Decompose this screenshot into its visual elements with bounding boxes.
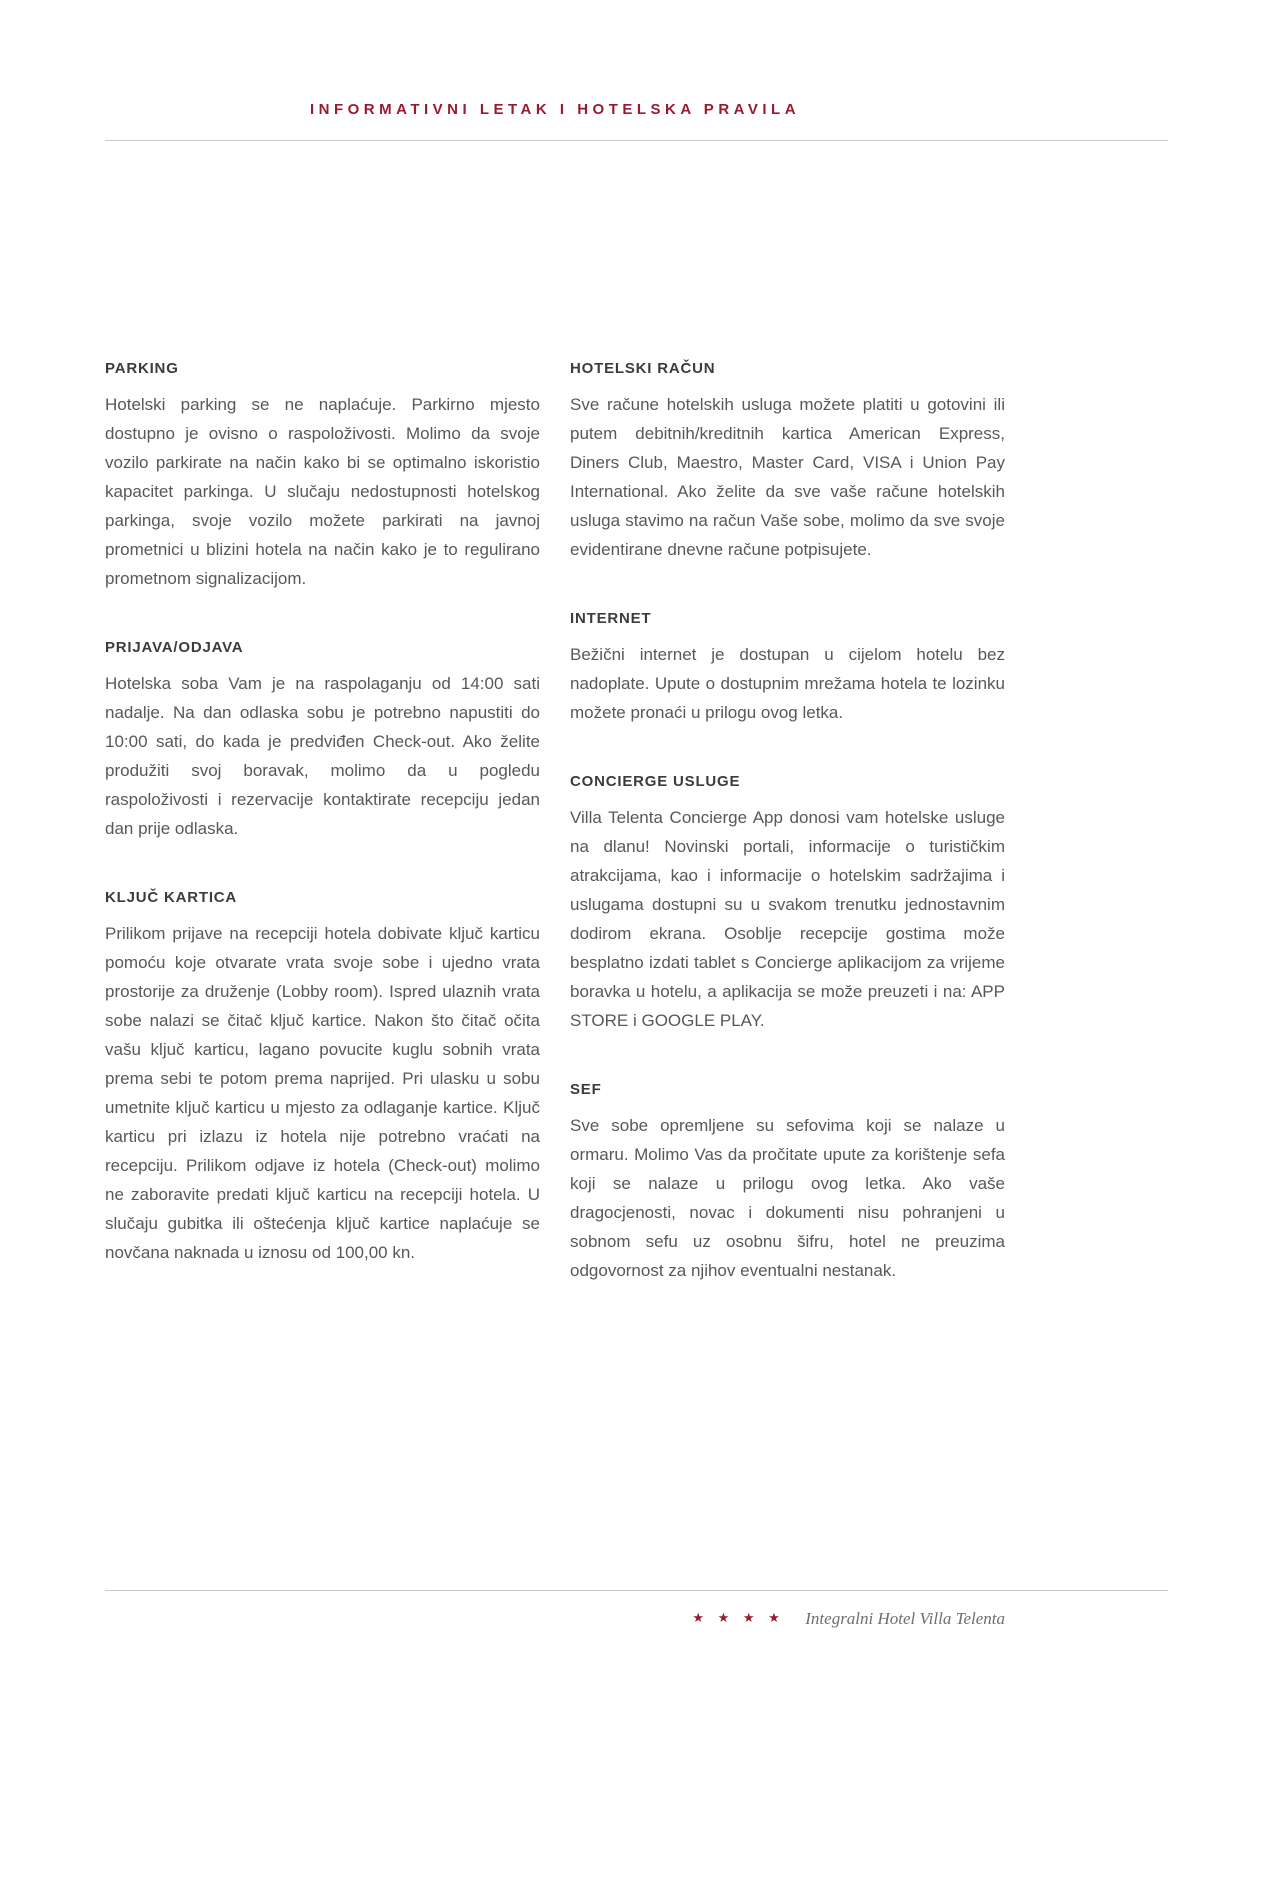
footer-brand: Integralni Hotel Villa Telenta — [805, 1609, 1005, 1628]
right-column — [570, 360, 1005, 1331]
section-sef — [570, 1081, 1005, 1285]
section-heading: SEF — [570, 1081, 602, 1098]
section-heading: PARKING — [105, 360, 179, 377]
footer — [105, 1609, 1005, 1629]
section-body: Sve sobe opremljene su sefovima koji se nalaze u ormaru. Molimo Vas da pročitate upute za korištenje sefa koji se nalaze u prilogu ovog letka. Ako vaše dragocjenosti, novac i dokumenti nisu pohranjeni u sobnom sefu uz osobnu šifru, hotel ne preuzima odgovornost za njihov eventualni nestanak. — [570, 1116, 1005, 1280]
section-body: Villa Telenta Concierge App donosi vam hotelske usluge na dlanu! Novinski portali, informacije o turističkim atrakcijama, kao i informacije o hotelskim sadržajima i uslugama dostupni su u svakom trenutku jednostavnim dodirom ekrana. Osoblje recepcije gostima može besplatno izdati tablet s Concierge aplikacijom za vrijeme boravka u hotelu, a aplikacija se može preuzeti i na: APP STORE i GOOGLE PLAY. — [570, 808, 1005, 1030]
section-heading: CONCIERGE USLUGE — [570, 773, 741, 790]
section-kljuc-kartica — [105, 889, 540, 1267]
document-title: INFORMATIVNI LETAK I HOTELSKA PRAVILA — [309, 101, 801, 118]
section-parking — [105, 360, 540, 593]
section-concierge-usluge — [570, 773, 1005, 1035]
section-body: Sve račune hotelskih usluga možete platiti u gotovini ili putem debitnih/kreditnih kartica American Express, Diners Club, Maestro, Master Card, VISA i Union Pay International. Ako želite da sve vaše račune hotelskih usluga stavimo na račun Vaše sobe, molimo da sve svoje evidentirane dnevne račune potpisujete. — [570, 395, 1005, 559]
section-heading: HOTELSKI RAČUN — [570, 360, 716, 377]
section-body: Hotelska soba Vam je na raspolaganju od 14:00 sati nadalje. Na dan odlaska sobu je potrebno napustiti do 10:00 sati, do kada je predviđen Check-out. Ako želite produžiti svoj boravak, molimo da u pogledu raspoloživosti i rezervacije kontaktirate recepciju jedan dan prije odlaska. — [105, 674, 540, 838]
section-heading: KLJUČ KARTICA — [105, 889, 238, 906]
section-internet — [570, 610, 1005, 727]
section-body: Hotelski parking se ne naplaćuje. Parkirno mjesto dostupno je ovisno o raspoloživosti. Molimo da svoje vozilo parkirate na način kako bi se optimalno iskoristio kapacitet parkinga. U slučaju nedostupnosti hotelskog parkinga, svoje vozilo možete parkirati na javnoj prometnici u blizini hotela na način kako je to regulirano prometnom signalizacijom. — [105, 395, 540, 588]
left-column — [105, 360, 540, 1331]
footer-rule — [105, 1590, 1168, 1591]
content-columns — [105, 360, 1005, 1331]
section-body: Prilikom prijave na recepciji hotela dobivate ključ karticu pomoću koje otvarate vrata svoje sobe i ujedno vrata prostorije za druženje (Lobby room). Ispred ulaznih vrata sobe nalazi se čitač ključ kartice. Nakon što čitač očita vašu ključ karticu, lagano povucite kuglu sobnih vrata prema sebi te potom prema naprijed. Pri ulasku u sobu umetnite ključ karticu u mjesto za odlaganje kartice. Ključ karticu pri izlazu iz hotela nije potrebno vraćati na recepciju. Prilikom odjave iz hotela (Check-out) molimo ne zaboravite predati ključ karticu na recepciji hotela. U slučaju gubitka ili oštećenja ključ kartice naplaćuje se novčana naknada u iznosu od 100,00 kn. — [105, 924, 540, 1262]
section-heading: INTERNET — [570, 610, 652, 627]
document-page — [0, 101, 1273, 1628]
section-body: Bežični internet je dostupan u cijelom hotelu bez nadoplate. Upute o dostupnim mrežama hotela te lozinku možete pronaći u prilogu ovog letka. — [570, 645, 1005, 722]
star-rating-icon: ★ ★ ★ ★ — [692, 1610, 785, 1625]
section-hotelski-racun — [570, 360, 1005, 564]
section-prijava-odjava — [105, 639, 540, 843]
section-heading: PRIJAVA/ODJAVA — [105, 639, 244, 656]
header-rule — [105, 140, 1168, 141]
